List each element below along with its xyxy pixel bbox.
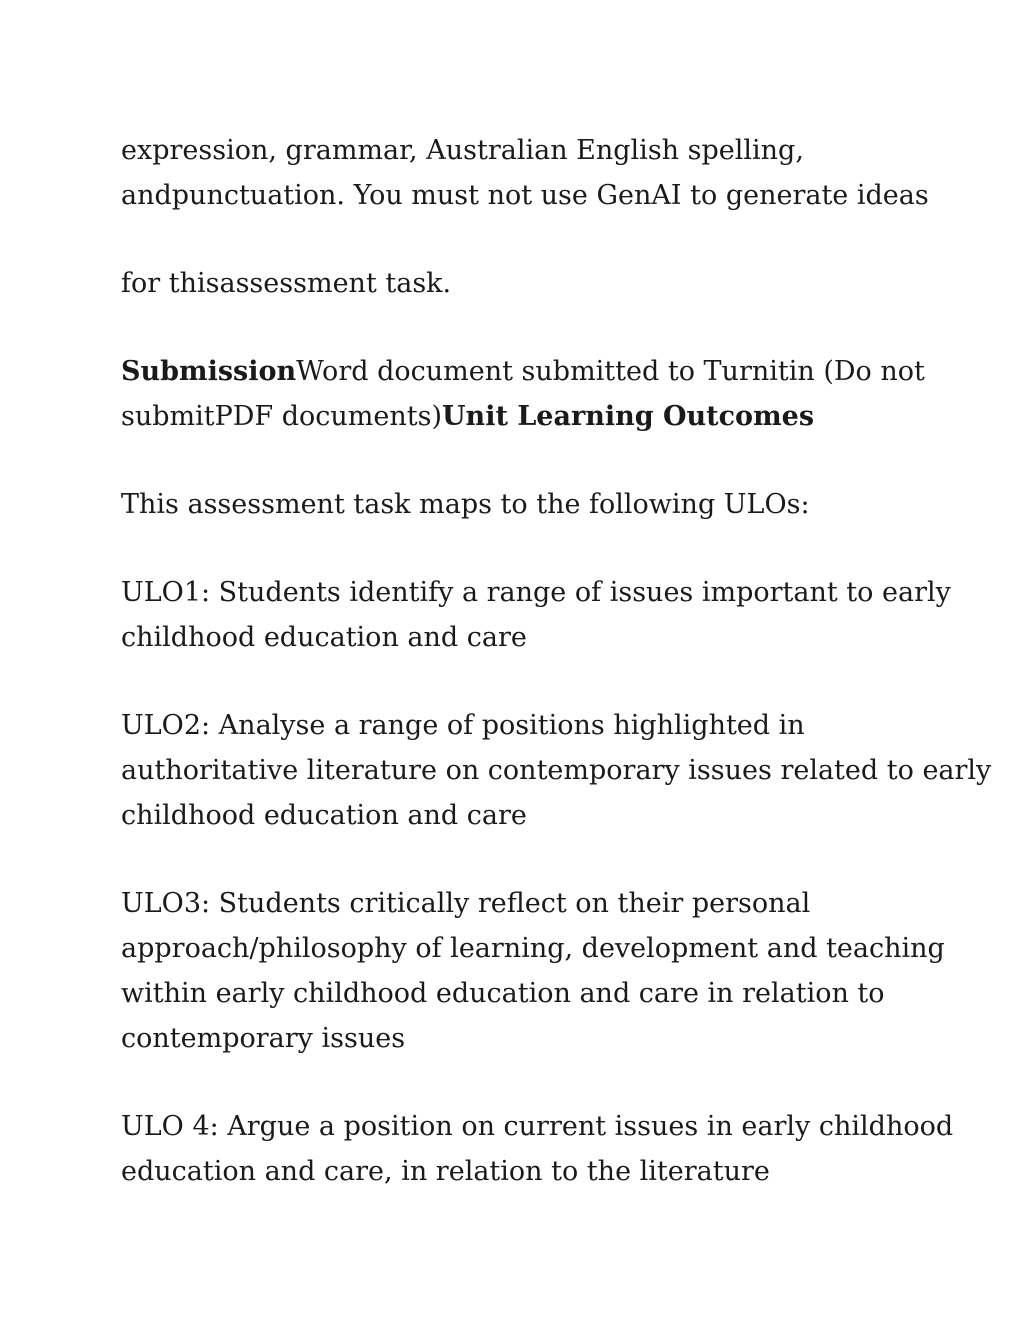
submission-text-continued: submitPDF documents) <box>121 401 443 432</box>
text-line <box>121 394 921 439</box>
paragraph-assessment-task <box>121 261 921 306</box>
text-line: expression, grammar, Australian English spelling, <box>121 135 804 166</box>
text-line: childhood education and care <box>121 622 527 653</box>
paragraph-ulo4 <box>121 1104 954 1194</box>
paragraph-submission <box>121 349 925 439</box>
text-line <box>121 349 925 394</box>
text-line: approach/philosophy of learning, development and teaching <box>121 933 945 964</box>
text-line: contemporary issues <box>121 1023 406 1054</box>
text-line: andpunctuation. You must not use GenAI to generate ideas <box>121 180 929 211</box>
document-page <box>121 128 992 1194</box>
paragraph-ulo1 <box>121 570 951 660</box>
text-line: ULO1: Students identify a range of issues important to early <box>121 577 951 608</box>
text-line: for thisassessment task. <box>121 268 452 299</box>
paragraph-expression <box>121 128 929 218</box>
submission-text: Word document submitted to Turnitin (Do not <box>296 356 925 387</box>
paragraph-ulo2 <box>121 703 992 838</box>
text-line: ULO3: Students critically reflect on their personal <box>121 888 811 919</box>
text-line: This assessment task maps to the following ULOs: <box>121 489 810 520</box>
ulo-heading: Unit Learning Outcomes <box>442 401 815 432</box>
submission-label: Submission <box>121 356 297 387</box>
paragraph-ulo3 <box>121 881 945 1061</box>
text-line: education and care, in relation to the literature <box>121 1156 770 1187</box>
text-line: childhood education and care <box>121 800 527 831</box>
paragraph-ulo-intro <box>121 482 921 527</box>
text-line: ULO 4: Argue a position on current issues in early childhood <box>121 1111 954 1142</box>
text-line: within early childhood education and care in relation to <box>121 978 885 1009</box>
text-line: authoritative literature on contemporary issues related to early <box>121 755 992 786</box>
text-line: ULO2: Analyse a range of positions highlighted in <box>121 710 805 741</box>
